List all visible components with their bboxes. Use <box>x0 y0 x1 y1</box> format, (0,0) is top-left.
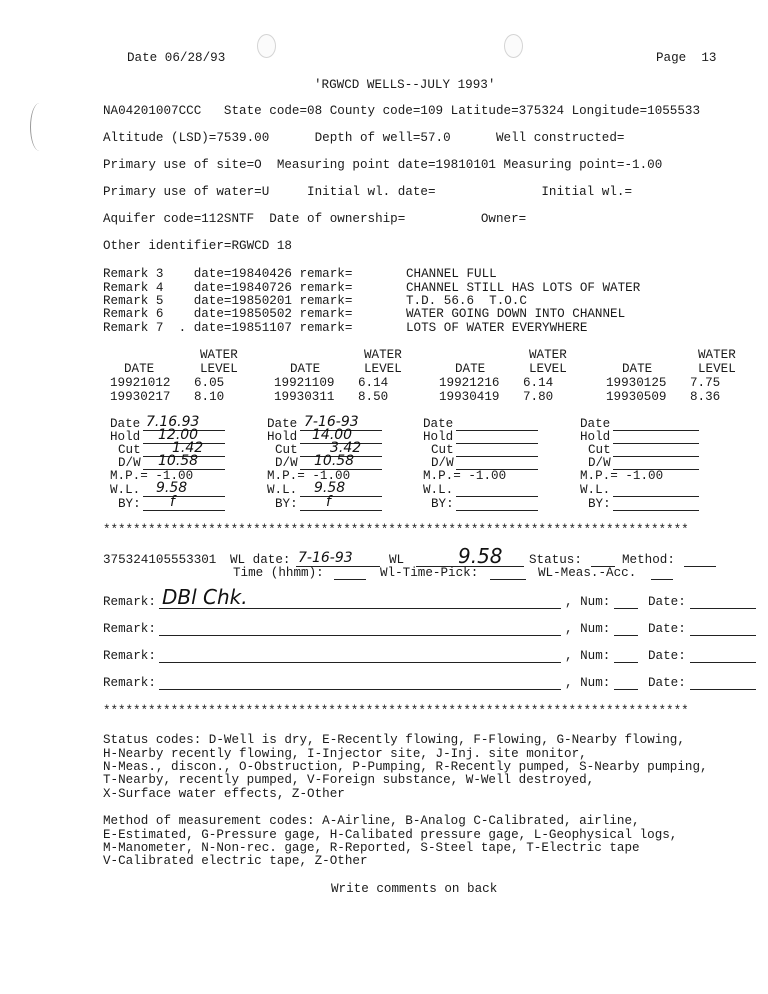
method-label: Method: <box>622 553 675 567</box>
handwritten-dw[interactable]: 10.58 <box>314 453 355 469</box>
remark-entry-label: Remark: <box>103 649 156 663</box>
date-label: Date: <box>648 622 686 636</box>
column-header-water: WATER <box>529 348 567 362</box>
column-header-level: LEVEL <box>200 362 238 376</box>
field-label-by: BY: <box>118 497 141 511</box>
column-header-level: LEVEL <box>364 362 402 376</box>
field-label-date: Date <box>423 417 454 431</box>
column-header-date: DATE <box>290 362 321 376</box>
time-label: Time (hhmm): <box>233 566 324 580</box>
status-codes-line: H-Nearby recently flowing, I-Injector site, J-Inj. site monitor, <box>103 747 587 761</box>
table-cell-level: 6.14 <box>523 376 554 390</box>
wl-date-label: WL date: <box>230 553 291 567</box>
status-label: Status: <box>529 553 582 567</box>
date-label: Date: <box>648 595 686 609</box>
handwritten-date[interactable]: 7-16-93 <box>304 414 359 430</box>
num-label: , Num: <box>565 595 611 609</box>
aquifer-line: Aquifer code=112SNTF Date of ownership= Owner= <box>103 212 527 226</box>
field-label-by: BY: <box>431 497 454 511</box>
field-label-date: Date <box>580 417 611 431</box>
remark-text: CHANNEL STILL HAS LOTS OF WATER <box>406 281 641 295</box>
field-label-wl: W.L. <box>267 483 298 497</box>
handwritten-wl[interactable]: 9.58 <box>314 480 346 496</box>
remark-text: CHANNEL FULL <box>406 267 497 281</box>
status-codes-line: N-Meas., discon., O-Obstruction, P-Pumping, R-Recently pumped, S-Nearby pumping, <box>103 760 708 774</box>
num-label: , Num: <box>565 676 611 690</box>
handwritten-cut[interactable]: 3.42 <box>330 440 362 456</box>
table-cell-date: 19930217 <box>110 390 171 404</box>
remark-entry-label: Remark: <box>103 676 156 690</box>
status-codes-line: T-Nearby, recently pumped, V-Foreign substance, W-Well destroyed, <box>103 773 595 787</box>
remark-text: LOTS OF WATER EVERYWHERE <box>406 321 588 335</box>
table-cell-level: 7.80 <box>523 390 554 404</box>
field-label-hold: Hold <box>580 430 611 444</box>
column-header-water: WATER <box>698 348 736 362</box>
remark-row: Remark 6 date=19850502 remark= <box>103 307 353 321</box>
remark-entry-label: Remark: <box>103 622 156 636</box>
handwritten-by[interactable]: f <box>326 494 331 510</box>
remark-row: Remark 4 date=19840726 remark= <box>103 281 353 295</box>
report-title: 'RGWCD WELLS--JULY 1993' <box>314 78 496 92</box>
handwritten-remark[interactable]: DBl Chk. <box>162 585 248 609</box>
column-header-date: DATE <box>124 362 155 376</box>
field-label-cut: Cut <box>118 443 141 457</box>
punch-hole <box>504 34 523 58</box>
punch-hole <box>257 34 276 58</box>
wl-label: WL <box>389 553 405 567</box>
field-label-wl: W.L. <box>423 483 454 497</box>
table-cell-date: 19930125 <box>606 376 667 390</box>
method-codes-line: V-Calibrated electric tape, Z-Other <box>103 854 368 868</box>
table-cell-date: 19930509 <box>606 390 667 404</box>
remark-text: T.D. 56.6 T.O.C <box>406 294 527 308</box>
field-label-date: Date <box>110 417 141 431</box>
site-id-line: NA04201007CCC State code=08 County code=109 Latitude=375324 Longitude=1055533 <box>103 104 701 118</box>
column-header-water: WATER <box>200 348 238 362</box>
page-number: Page 13 <box>656 51 717 65</box>
handwritten-by[interactable]: f <box>170 494 175 510</box>
remark-row: Remark 3 date=19840426 remark= <box>103 267 353 281</box>
remark-entry-label: Remark: <box>103 595 156 609</box>
table-cell-date: 19930311 <box>274 390 335 404</box>
field-label-by: BY: <box>588 497 611 511</box>
field-label-date: Date <box>267 417 298 431</box>
field-label-cut: Cut <box>588 443 611 457</box>
field-label-dw: D/W <box>118 456 141 470</box>
table-cell-level: 8.50 <box>358 390 389 404</box>
handwritten-date[interactable]: 7.16.93 <box>146 414 200 430</box>
wl-time-pick-label: Wl-Time-Pick: <box>380 566 479 580</box>
field-label-dw: D/W <box>431 456 454 470</box>
remark-row: Remark 5 date=19850201 remark= <box>103 294 353 308</box>
handwritten-wl[interactable]: 9.58 <box>458 544 503 568</box>
date-label: Date: <box>648 649 686 663</box>
table-cell-level: 6.14 <box>358 376 389 390</box>
field-label-hold: Hold <box>267 430 298 444</box>
handwritten-cut[interactable]: 1.42 <box>172 440 204 456</box>
column-header-date: DATE <box>622 362 653 376</box>
field-label-mp: M.P.= -1.00 <box>110 469 194 483</box>
handwritten-hold[interactable]: 12.00 <box>158 427 199 443</box>
table-cell-date: 19930419 <box>439 390 500 404</box>
handwritten-hold[interactable]: 14.00 <box>312 427 353 443</box>
column-header-level: LEVEL <box>529 362 567 376</box>
field-label-mp: M.P.= -1.00 <box>423 469 507 483</box>
primary-use-water-line: Primary use of water=U Initial wl. date= Initial wl.= <box>103 185 633 199</box>
table-cell-level: 8.10 <box>194 390 225 404</box>
table-cell-level: 6.05 <box>194 376 225 390</box>
field-label-mp: M.P.= -1.00 <box>267 469 351 483</box>
field-label-wl: W.L. <box>110 483 141 497</box>
field-label-cut: Cut <box>275 443 298 457</box>
column-header-level: LEVEL <box>698 362 736 376</box>
column-header-water: WATER <box>364 348 402 362</box>
status-codes-line: X-Surface water effects, Z-Other <box>103 787 345 801</box>
date-label: Date: <box>648 676 686 690</box>
method-codes-line: Method of measurement codes: A-Airline, B-Analog C-Calibrated, airline, <box>103 814 640 828</box>
handwritten-dw[interactable]: 10.58 <box>158 453 199 469</box>
remark-row: Remark 7 . date=19851107 remark= <box>103 321 353 335</box>
field-label-dw: D/W <box>275 456 298 470</box>
table-cell-date: 19921012 <box>110 376 171 390</box>
num-label: , Num: <box>565 622 611 636</box>
separator-stars: ****************************************************************************** <box>103 523 689 537</box>
num-label: , Num: <box>565 649 611 663</box>
footer-note: Write comments on back <box>331 882 498 896</box>
field-label-dw: D/W <box>588 456 611 470</box>
field-label-mp: M.P.= -1.00 <box>580 469 664 483</box>
table-cell-date: 19921216 <box>439 376 500 390</box>
method-codes-line: E-Estimated, G-Pressure gage, H-Calibated pressure gage, L-Geophysical logs, <box>103 828 678 842</box>
report-date: Date 06/28/93 <box>127 51 226 65</box>
table-cell-level: 7.75 <box>690 376 721 390</box>
field-label-hold: Hold <box>110 430 141 444</box>
column-header-date: DATE <box>455 362 486 376</box>
field-label-cut: Cut <box>431 443 454 457</box>
field-label-by: BY: <box>275 497 298 511</box>
status-codes-line: Status codes: D-Well is dry, E-Recently flowing, F-Flowing, G-Nearby flowing, <box>103 733 685 747</box>
method-codes-line: M-Manometer, N-Non-rec. gage, R-Reported, S-Steel tape, T-Electric tape <box>103 841 640 855</box>
separator-stars: ****************************************************************************** <box>103 704 689 718</box>
other-identifier-line: Other identifier=RGWCD 18 <box>103 239 292 253</box>
wl-meas-acc-label: WL-Meas.-Acc. <box>538 566 637 580</box>
altitude-line: Altitude (LSD)=7539.00 Depth of well=57.0 Well constructed= <box>103 131 625 145</box>
handwritten-wl-date[interactable]: 7-16-93 <box>298 550 353 566</box>
table-cell-date: 19921109 <box>274 376 335 390</box>
handwritten-wl[interactable]: 9.58 <box>156 480 188 496</box>
table-cell-level: 8.36 <box>690 390 721 404</box>
field-label-wl: W.L. <box>580 483 611 497</box>
field-label-hold: Hold <box>423 430 454 444</box>
station-id: 375324105553301 <box>103 553 217 567</box>
primary-use-site-line: Primary use of site=O Measuring point date=19810101 Measuring point=-1.00 <box>103 158 663 172</box>
remark-text: WATER GOING DOWN INTO CHANNEL <box>406 307 626 321</box>
page-edge-mark <box>30 103 49 151</box>
